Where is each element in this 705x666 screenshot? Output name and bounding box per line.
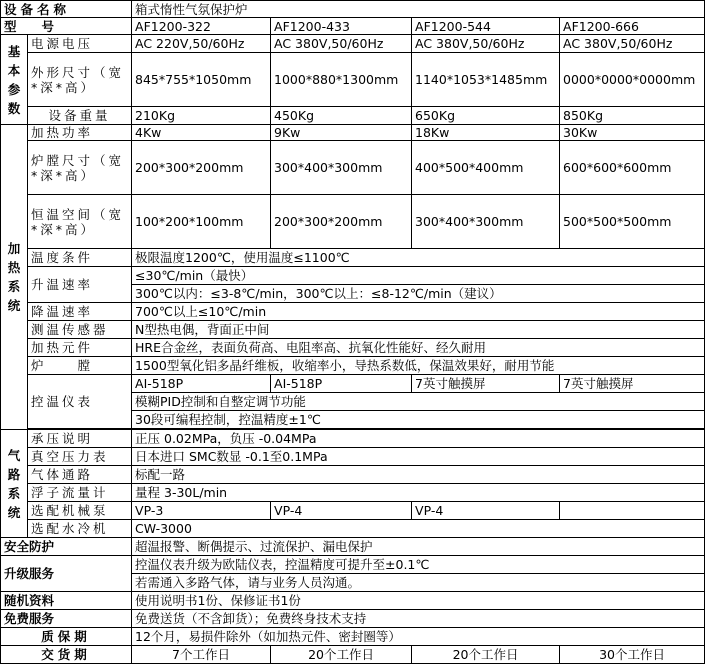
delivery-cell: 30个工作日: [560, 646, 705, 664]
upgrade-label: 升级服务: [1, 556, 132, 592]
power-cell: AC 380V,50/60Hz: [560, 35, 705, 53]
model-cell: AF1200-322: [132, 18, 271, 35]
model-cell: AF1200-666: [560, 18, 705, 35]
heat-power-cell: 18Kw: [412, 125, 560, 141]
weight-label: 设备重量: [28, 107, 132, 125]
device-name: 箱式惰性气氛保护炉: [132, 1, 705, 18]
delivery-label: 交货期: [1, 646, 132, 664]
const-cell: 200*300*200mm: [271, 195, 412, 249]
const-cell: 100*200*100mm: [132, 195, 271, 249]
docs-value: 使用说明书1份、保修证书1份: [132, 592, 705, 610]
power-cell: AC 220V,50/60Hz: [132, 35, 271, 53]
power-label: 电源电压: [28, 35, 132, 53]
weight-cell: 210Kg: [132, 107, 271, 125]
furnace-value: 1500型氧化铝多晶纤维板，收缩率小，导热系数低，保温效果好，耐用节能: [132, 357, 705, 375]
group-basic: 基本参数: [1, 35, 28, 125]
pump-label: 选配机械泵: [28, 502, 132, 520]
temp-label: 温度条件: [28, 249, 132, 267]
element-value: HRE合金丝，表面负荷高、电阻率高、抗氧化性能好、经久耐用: [132, 339, 705, 357]
chamber-cell: 300*400*300mm: [271, 141, 412, 195]
free-label: 免费服务: [1, 610, 132, 628]
fall-label: 降温速率: [28, 303, 132, 321]
pump-cell: VP-3: [132, 502, 271, 520]
const-cell: 300*400*300mm: [412, 195, 560, 249]
heat-power-cell: 4Kw: [132, 125, 271, 141]
safety-value: 超温报警、断偶提示、过流保护、漏电保护: [132, 538, 705, 556]
rise-label: 升温速率: [28, 267, 132, 303]
chamber-cell: 600*600*600mm: [560, 141, 705, 195]
ctrl-model-cell: AI-518P: [271, 375, 412, 393]
weight-cell: 450Kg: [271, 107, 412, 125]
group-heating: 加热系统: [1, 125, 28, 430]
delivery-cell: 20个工作日: [271, 646, 412, 664]
delivery-cell: 7个工作日: [132, 646, 271, 664]
pressure-value: 正压 0.02MPa，负压 -0.04MPa: [132, 430, 705, 448]
chamber-cell: 200*300*200mm: [132, 141, 271, 195]
furnace-label: 炉 膛: [28, 357, 132, 375]
channel-label: 气体通路: [28, 466, 132, 484]
upgrade-value-1: 控温仪表升级为欧陆仪表，控温精度可提升至±0.1℃: [132, 556, 705, 574]
model-label: 型 号: [1, 18, 132, 35]
model-cell: AF1200-544: [412, 18, 560, 35]
ctrl-value-2: 模糊PID控制和自整定调节功能: [132, 393, 705, 411]
chamber-cell: 400*500*400mm: [412, 141, 560, 195]
const-cell: 500*500*500mm: [560, 195, 705, 249]
weight-cell: 850Kg: [560, 107, 705, 125]
heat-power-cell: 30Kw: [560, 125, 705, 141]
rise-value-2: 300℃以内：≤3-8℃/min，300℃以上：≤8-12℃/min（建议）: [132, 285, 705, 303]
pressure-label: 承压说明: [28, 430, 132, 448]
power-cell: AC 380V,50/60Hz: [412, 35, 560, 53]
sensor-value: N型热电偶，背面正中间: [132, 321, 705, 339]
power-cell: AC 380V,50/60Hz: [271, 35, 412, 53]
heat-power-label: 加热功率: [28, 125, 132, 141]
free-value: 免费送货（不含卸货）；免费终身技术支持: [132, 610, 705, 628]
ctrl-value-3: 30段可编程控制，控温精度±1℃: [132, 411, 705, 429]
ctrl-model-cell: AI-518P: [132, 375, 271, 393]
pump-cell: VP-4: [412, 502, 560, 520]
channel-value: 标配一路: [132, 466, 705, 484]
size-cell: 1140*1053*1485mm: [412, 53, 560, 107]
ctrl-model-cell: 7英寸触摸屏: [412, 375, 560, 393]
flow-label: 浮子流量计: [28, 484, 132, 502]
chiller-label: 选配水冷机: [28, 520, 132, 538]
vacuum-value: 日本进口 SMC数显 -0.1至0.1MPa: [132, 448, 705, 466]
size-cell: 1000*880*1300mm: [271, 53, 412, 107]
pump-cell: [560, 502, 705, 520]
vacuum-label: 真空压力表: [28, 448, 132, 466]
sensor-label: 测温传感器: [28, 321, 132, 339]
chiller-value: CW-3000: [132, 520, 705, 538]
warranty-label: 质保期: [1, 628, 132, 646]
ctrl-label: 控温仪表: [28, 375, 132, 429]
heat-power-cell: 9Kw: [271, 125, 412, 141]
rise-value-1: ≤30℃/min（最快）: [132, 267, 705, 285]
delivery-cell: 20个工作日: [412, 646, 560, 664]
ctrl-model-cell: 7英寸触摸屏: [560, 375, 705, 393]
device-name-label: 设备名称: [1, 1, 132, 18]
group-gas: 气路系统: [1, 430, 28, 538]
safety-label: 安全防护: [1, 538, 132, 556]
upgrade-value-2: 若需通入多路气体，请与业务人员沟通。: [132, 574, 705, 592]
size-label: 外形尺寸（宽*深*高）: [28, 53, 132, 107]
fall-value: 700℃以上≤10℃/min: [132, 303, 705, 321]
size-cell: 845*755*1050mm: [132, 53, 271, 107]
element-label: 加热元件: [28, 339, 132, 357]
model-cell: AF1200-433: [271, 18, 412, 35]
pump-cell: VP-4: [271, 502, 412, 520]
docs-label: 随机资料: [1, 592, 132, 610]
flow-value: 量程 3-30L/min: [132, 484, 705, 502]
weight-cell: 650Kg: [412, 107, 560, 125]
const-label: 恒温空间（宽*深*高）: [28, 195, 132, 249]
size-cell: 0000*0000*0000mm: [560, 53, 705, 107]
warranty-value: 12个月，易损件除外（如加热元件、密封圈等）: [132, 628, 705, 646]
chamber-label: 炉膛尺寸（宽*深*高）: [28, 141, 132, 195]
temp-value: 极限温度1200℃，使用温度≤1100℃: [132, 249, 705, 267]
